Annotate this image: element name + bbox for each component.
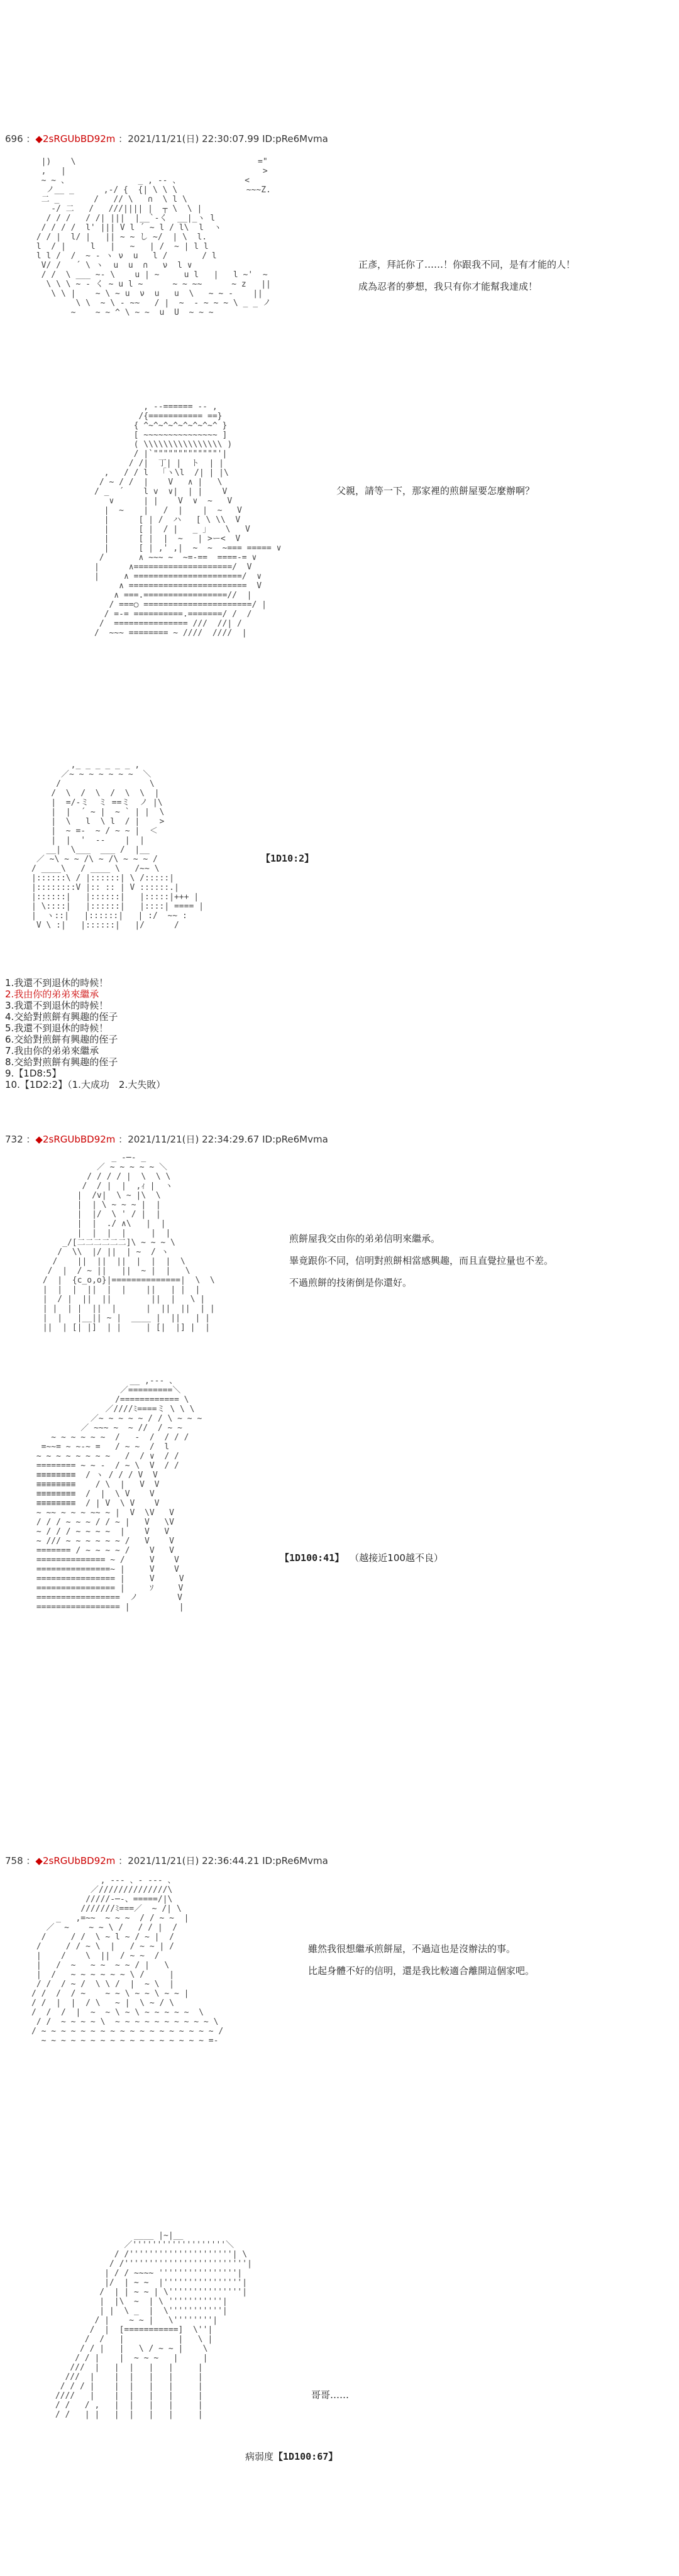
dialogue-line: 畢竟跟你不同，信明對煎餅相當感興趣，而且直覺拉量也不差。 xyxy=(289,1255,554,1266)
choice-item: 7.我由你的弟弟來繼承 xyxy=(5,1045,99,1056)
dice-roll: 【1D100:41】 （越接近100越不良） xyxy=(280,1552,443,1564)
dialogue-line: 正彥，拜託你了……！你跟我不同，是有才能的人！ xyxy=(358,259,576,270)
choice-item: 3.我還不到退休的時候！ xyxy=(5,1000,109,1011)
dialogue-line: 雖然我很想繼承煎餅屋，不過這也是沒辦法的事。 xyxy=(308,1943,516,1954)
post-number: 696 xyxy=(5,133,23,145)
poster-trip[interactable]: ◆2sRGUbBD92m xyxy=(35,1134,116,1145)
post-number: 732 xyxy=(5,1134,23,1145)
ascii-art-figure-7: ____ |~|__ ／'''''''''''''''''''＼ / /'''''''''''''''''''''| \ / /'''''''''''''''''''''''''| | / / ~~~~ ''''''''''''''''| |/ | ~ ~ |''''''''''''''''| / | | ~ ~ | \'''''''''''''''| | |\ ~ | \ '''''''''''| | | \ _ | \'''''''''''| / | ~ ~ | \''''''''| / | [===========] \''| / / | | \ | / / | | \ / ~ ~ | \ / / | | ~ ~ ~ | | /// | | | | | | /// | | | | | | / / / | | | | | | //// | | | | | | / / / , | | | | | / / | | | | | | | xyxy=(55,2231,252,2420)
choice-item: 10.【1D2:2】（1.大成功 2.大失敗） xyxy=(5,1079,166,1090)
ascii-art-figure-5: __ ,--- 、 ／=========＼ /============ \ ／////ﾐ====ミ \ \ \ ／~ ~ ~ ~ ~ / / \ ~ ~ ~ ／ ~~~ ~ ~ // / ~ ~ ~ ~ ~ ~ ~ ~ / - / / / / =~~= ~ ~-~ = / ~ ~ / l ~ ~ ~ ~ ~ ~ ~ ~ / / ∨ / / ======== ~ ~ - / ~ \ V / / ≡≡≡≡≡≡≡≡ / ヽ / / / V V ≡≡≡≡≡≡≡≡ / \ | V V ≡≡≡≡≡≡≡≡ / | \ V V ≡≡≡≡≡≡≡≡ / | V \ V V ~ ~~ ~ ~ ~ ~~ ~ | V \V V / / / ~ ~ ~ / / ~ | V \V ~ / / / ~ ~ ~ ~ | V V ~ /// ~ ~ ~ ~ ~ ~ / V V ======= / ~ ~ ~ ~ / V V ============== ~ / V V ===============~ | V V ================ | V V ================ | ｿ V ================= ノ V ================= | | xyxy=(36,1376,202,1612)
dialogue-line: 哥哥…… xyxy=(311,2389,350,2401)
choice-item-selected: 2.我由你的弟弟來繼承 xyxy=(5,989,99,1000)
ascii-art-figure-3: ,_ _ _ _ _ _ , ／~ ~ ~ ~ ~ ~ ~ ＼ / \ / \ / \ / \ \ | | =/-ミ ミ ==ミ ノ |\ | | ´ ~ | ~ ` | | \ | \ l \ l / | > | ~ =- ~ / ~ ~ | ＜ | | ' -- | | __| \___ ___ / |__ ／ ~\ ~ ~ /\ ~ /\ ~ ~ ~ / / ____\ / ____ \ /~~ \ |::::::\ / |::::::| \ /:::::| |::::::::V |:: :: | V ::::::.| |::::::| |::::::| |:::::|+++ | | \::::| |::::::| |::::| ==== | | ヽ::| |::::::| | :/ ~~ : V \ :| |::::::| |/ / xyxy=(31,760,204,930)
post-header-696: 696 ：◆2sRGUbBD92m ：2021/11/21(日) 22:30:07.99 ID:pRe6Mvma xyxy=(5,133,328,145)
choice-item: 6.交給對煎餅有興趣的侄子 xyxy=(5,1034,118,1045)
choice-item: 1.我還不到退休的時候！ xyxy=(5,977,109,989)
post-header-732: 732 ：◆2sRGUbBD92m ：2021/11/21(日) 22:34:29.67 ID:pRe6Mvma xyxy=(5,1134,328,1145)
ascii-art-figure-4: _ -─- _ ／ ~ ~ ~ ~ ~ ＼ / / / / | \ \ \ / / | | ,ｨ | ヽ | /v| \ ~ |\ \ | | \ ~ ~ ~ | | | |/ \ ' / | | | | ./ ∧\ | | | | | | | | _/[二二二二二二]\ ~ ~ ~ \ / \\ |/ || | ~ / ヽ / || || || | | | \ / | / ~ || || ~ | | \ / | {c_o,o}|==============| \ \ | | | || | | || | | | | / | || || || | \ | | | | | || | | || || | | | | |__|| ~ | ____ | || | | || | [| |] | | | [| |] | | xyxy=(42,1153,215,1332)
post-header-758: 758 ：◆2sRGUbBD92m ：2021/11/21(日) 22:36:44.21 ID:pRe6Mvma xyxy=(5,1855,328,1866)
post-datetime: 2021/11/21(日) 22:34:29.67 ID:pRe6Mvma xyxy=(128,1134,328,1145)
choice-item: 5.我還不到退休的時候！ xyxy=(5,1022,109,1034)
choice-list xyxy=(5,977,165,1090)
dialogue-line: 成為忍者的夢想，我只有你才能幫我達成！ xyxy=(358,281,538,292)
ascii-art-figure-6: , --- 、- --- 、 ／//////////////\ /////-─-、=====/|\ ///////ﾐ===／ ~ /| \ _ ,=~~ ~ ~ ~ / / ~ ~ | ／ ~ ~ ~ \ / / / | / / / / \ ~ l ~ / ~ | / / / / ~ \ | / ~ ~ | / | / \ || / ~ ~ / | / ~ ~ ~ ~ ~ / | \ | / ~ ~ ~ ~ ~ ~ \ / | / / / ~ / \ \ / | ~ \ | / / / / ~ ~ ~ \ ~ ~ \ ~ ~ | / / | | / \ ~ | \ ~ / \ / / / | ~ ~ \ ~ \ ~ ~ ~ ~ ~ \ / / ~ ~ ~ ~ \ ~ ~ ~ ~ ~ ~ ~ ~ ~ ~ \ / ~ ~ ~ ~ ~ ~ ~ ~ ~ ~ ~ ~ ~ ~ ~ ~ ~ ~ / ~ ~ ~ ~ ~ ~ ~ ~ ~ ~ ~ ~ ~ ~ ~ ~ ~ =- xyxy=(31,1876,224,2046)
dice-note: （越接近100越不良） xyxy=(350,1552,443,1564)
post-number: 758 xyxy=(5,1855,23,1866)
dice-roll: 【1D10:2】 xyxy=(261,853,314,864)
choice-item: 9.【1D8:5】 xyxy=(5,1068,62,1079)
dialogue-line: 煎餅屋我交由你的弟弟信明來繼承。 xyxy=(289,1233,441,1244)
dice-roll: 病弱度【1D100:67】 xyxy=(245,2451,338,2462)
poster-trip[interactable]: ◆2sRGUbBD92m xyxy=(35,1855,116,1866)
choice-item: 4.交給對煎餅有興趣的侄子 xyxy=(5,1011,118,1022)
dice-label: 病弱度 xyxy=(245,2451,274,2462)
dialogue-line: 不過煎餅的技術倒是你還好。 xyxy=(289,1277,412,1288)
choice-item: 8.交給對煎餅有興趣的侄子 xyxy=(5,1056,118,1068)
poster-trip[interactable]: ◆2sRGUbBD92m xyxy=(35,133,116,145)
post-datetime: 2021/11/21(日) 22:30:07.99 ID:pRe6Mvma xyxy=(128,133,328,145)
dialogue-line: 比起身體不好的信明，還是我比較適合離開這個家吧。 xyxy=(308,1965,535,1976)
ascii-art-figure-1: |) \ =" , | > ~ ~ 、 _ , -- 、 < ノ__ _ ,-/ { {| \ \ \ ~~~Z. 二 _ / // \ ∩ \ l \ -/ 二 / ///|||| | ┬ \ \ | / / / / /| ||| |__`-く __|_ヽ l / / / / l' ||| V l ´ ~ l / l\ l ヽ / / | l/ | || ~ ~ し ~/ | \ l. l / | l | ~ | / ~ | l l l l / / ~ - ヽ ν u l / / l V/ / ´ \ ヽ u u ∩ ν l ∨ / / \ ___ ~- \ u | ~ u l | l ~' ~ \ \ \ ~ - く ~ u l ~ ~ ~ ~~ ~ z || \ \ | ~ \ ~ u ν u u \ ~ ~ - || \ \ ~ \ - ~~ / | ~ - ~ ~ ~ \ _ _ ノ ~ ~ ~ ^ \ ~ ~ u U ~ ~ ~ xyxy=(36,157,271,317)
dialogue-line: 父親，請等一下，那家裡的煎餅屋要怎麼辦啊？ xyxy=(336,485,535,496)
ascii-art-figure-2: , --====== -- , /{=========== ==} { ^~^~^~^~^~^~^~^ } [ ~~~~~~~~~~~~~~~ ] ( \\\\\\\\\\\\\\\\ ) / |`"""""""""""""'| / /| 丁| | ト | | , / / l 「ヽ\l /| | |\ / ~ / / | V ∧ | \ / _ ´ l v ∨| | | V ∨ | | V ∨ ~ V | ~ | / | | ~ V | [ | / ハ [ \ \\ V | [ | / | _ 」 \ V | [ | | ~ | >ー< V | [ | ,' ,| ~ ~ ~=== ===== ∨ / ∧ ~~~ ~ ~=-== ====-= ∨ | ∧====================/ V | ∧ ======================/ ∨ ∧ ======================== V ∧ ===.=================// | / ===○ ======================/ | / =-= ==========.=======/ / / / =============== /// //| / / ~~~ ======== ~ //// //// | xyxy=(94,402,282,638)
post-datetime: 2021/11/21(日) 22:36:44.21 ID:pRe6Mvma xyxy=(128,1855,328,1866)
